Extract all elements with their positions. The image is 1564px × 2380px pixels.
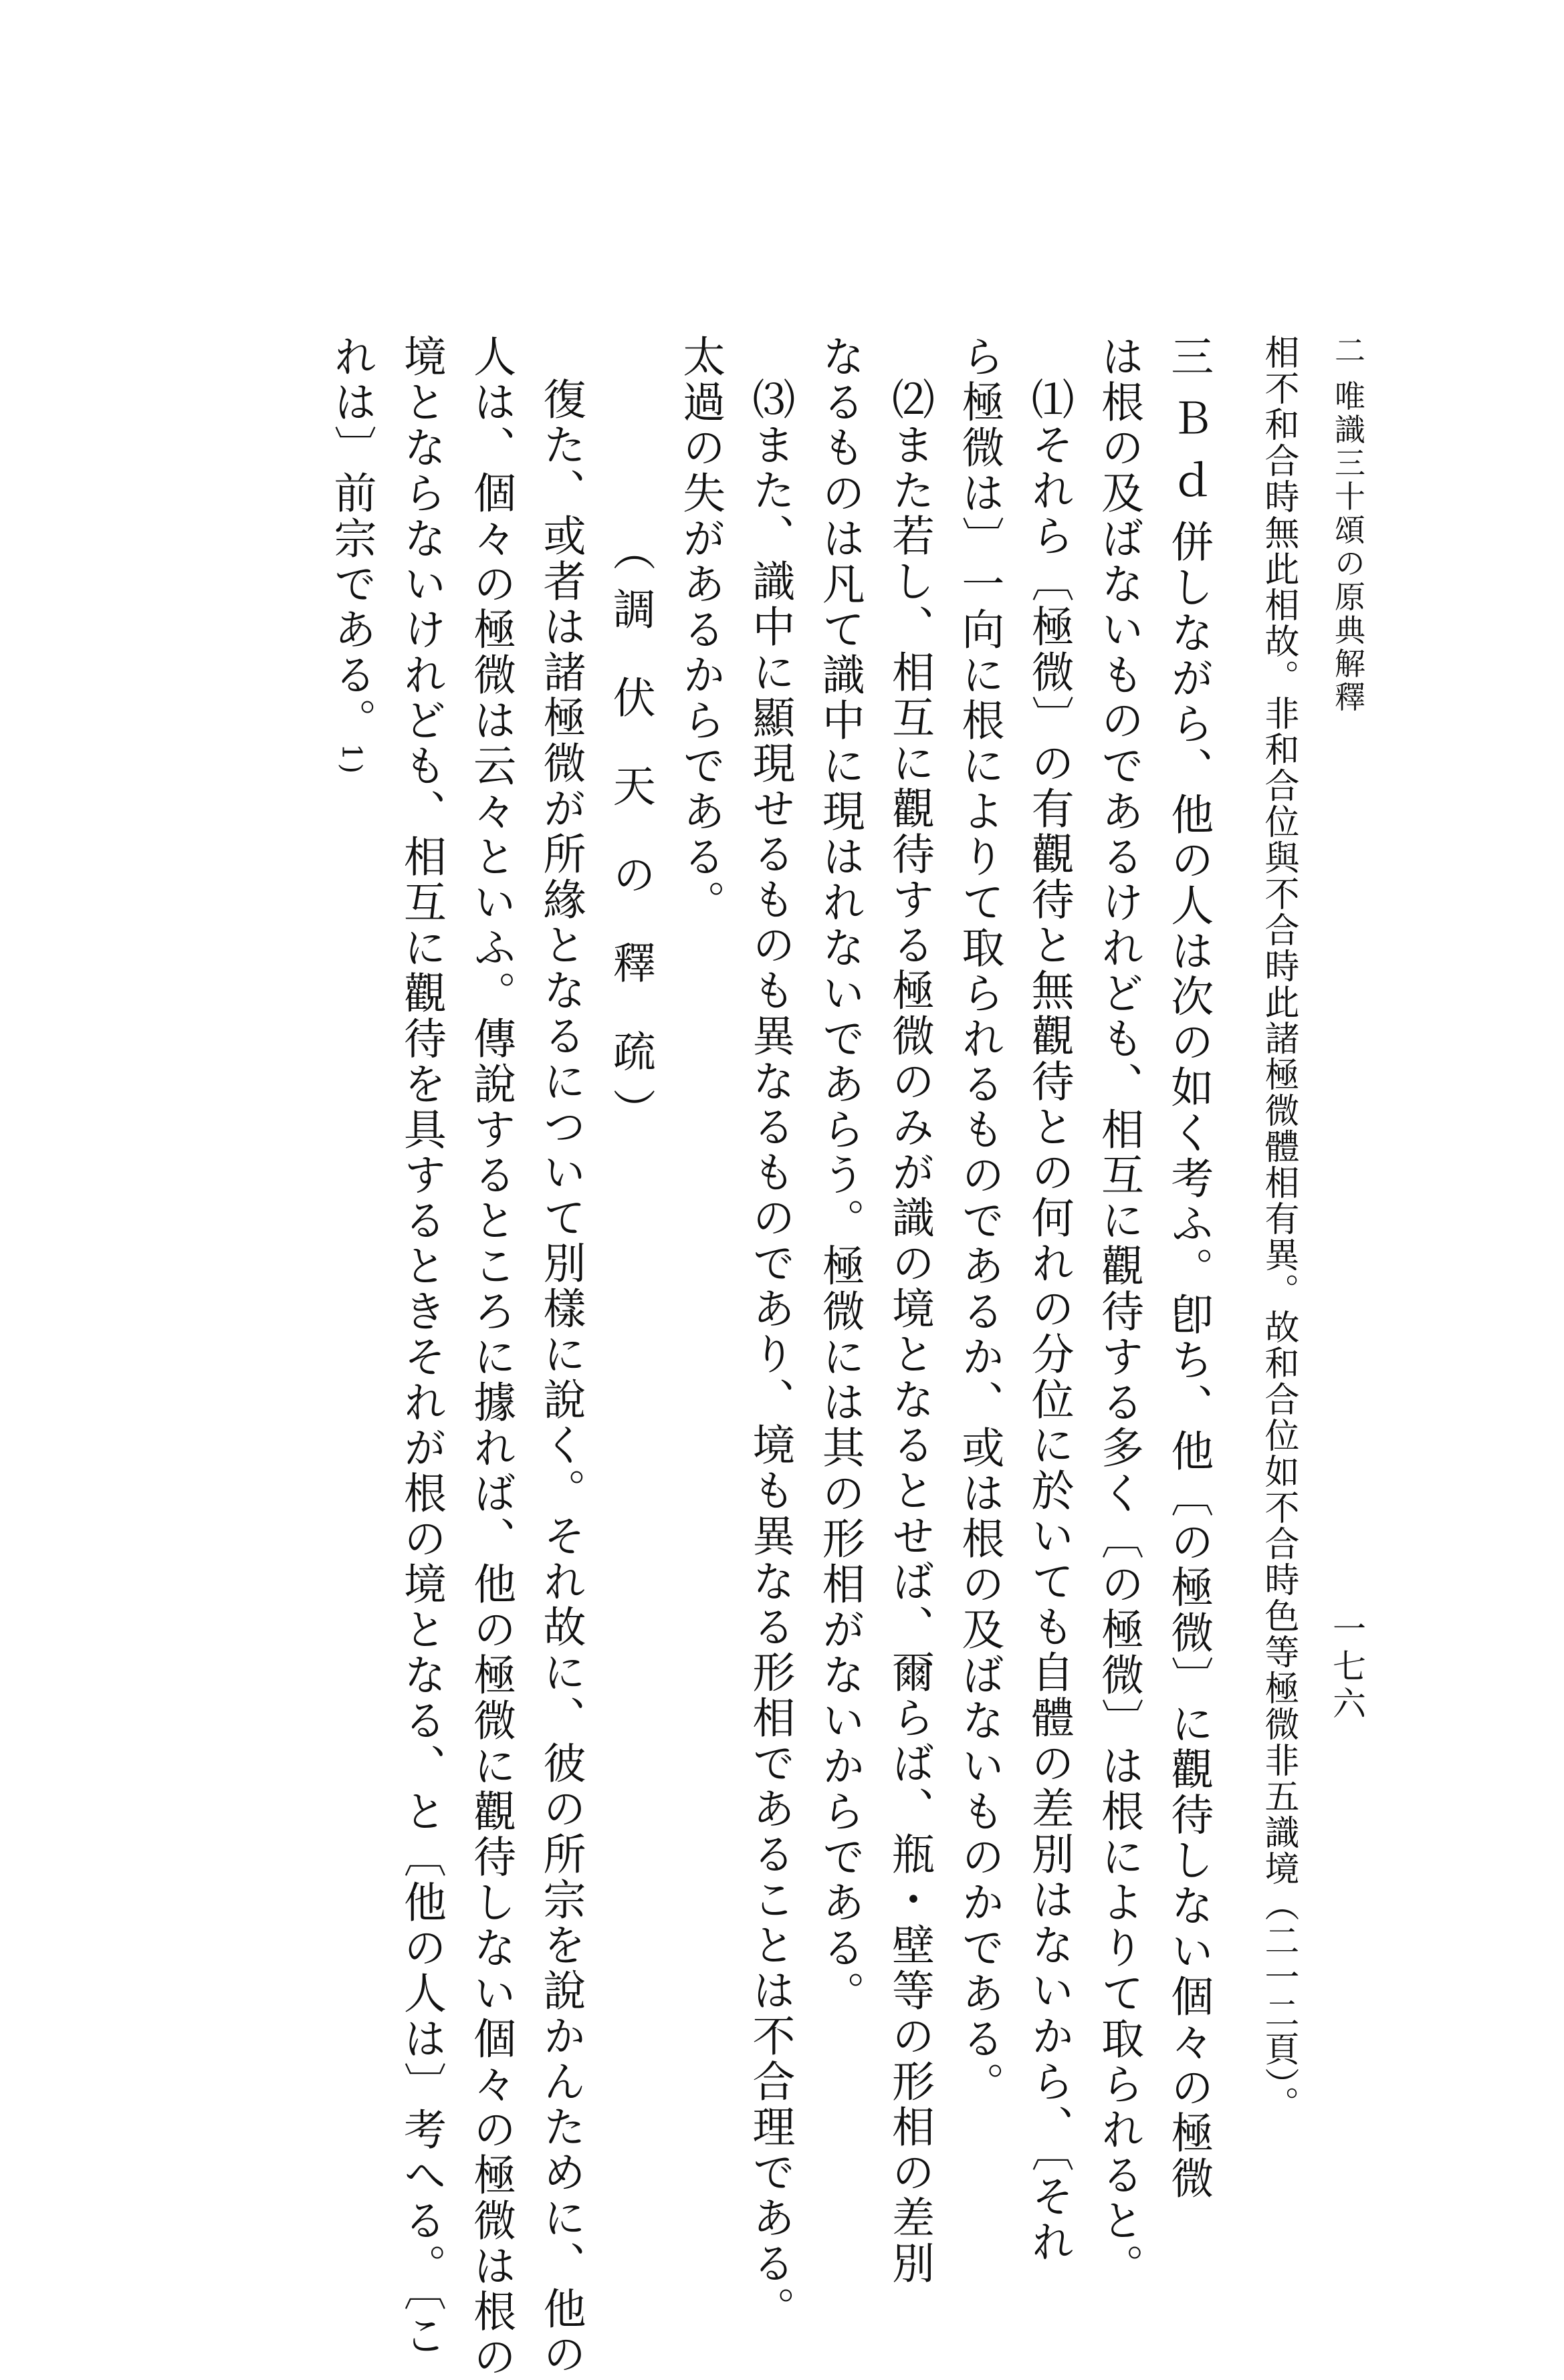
running-header: 二 唯識三十頌の原典解釋 bbox=[1330, 334, 1366, 715]
body-text bbox=[316, 334, 1307, 2380]
footnote-marker: 1) bbox=[336, 743, 367, 777]
text-column: なるものは凡て識中に現はれないであらう。極微には其の形相がないからである。 bbox=[814, 334, 865, 2016]
text-column-last-text: れは〕前宗である。 bbox=[326, 334, 376, 743]
text-column: 人は、個々の極微は云々といふ。傳說するところに據れば、他の極微に觀待しない個々の極微は根の bbox=[466, 334, 516, 2380]
text-column: 復た、或者は諸極微が所緣となるについて別樣に說く。それ故に、彼の所宗を說かんために、他の bbox=[536, 377, 586, 2377]
text-column: ら極微は〕一向に根によりて取られるものであるか、或は根の及ばないものかである。 bbox=[954, 334, 1004, 2107]
text-column: ⑵また若し、相互に觀待する極微のみが識の境となるとせば、爾らば、瓶・壁等の形相の差別 bbox=[885, 377, 934, 2286]
text-column: は根の及ばないものであるけれども、相互に觀待する多く〔の極微〕は根によりて取られると。 bbox=[1093, 334, 1143, 2289]
page-number: 一七六 bbox=[1327, 1611, 1366, 1723]
text-column: 太過の失があるからである。 bbox=[675, 334, 725, 925]
text-column: ⑶また、識中に顯現せるものも異なるものであり、境も異なる形相であることは不合理である。 bbox=[745, 377, 795, 2332]
text-column: 境とならないけれども、相互に觀待を具するときそれが根の境となる、と〔他の人は〕考へる。〔こ bbox=[396, 334, 446, 2359]
section-heading: （調 伏 天 の 釋 疏） bbox=[605, 528, 655, 1147]
text-column-last bbox=[316, 334, 386, 2139]
sutra-quote-column: 相不和合時無此相故。非和合位與不合時此諸極微體相有異。故和合位如不合時色等極微非五識境（二一二頁）。 bbox=[1258, 334, 1299, 2122]
text-column: 三 Ｂ ｄ 併しながら、他の人は次の如く考ふ。卽ち、他〔の極微〕に觀待しない個々の極微 bbox=[1163, 334, 1214, 2202]
text-column: ⑴それら〔極微〕の有觀待と無觀待との何れの分位に於いても自體の差別はないから、〔それ bbox=[1024, 377, 1074, 2265]
